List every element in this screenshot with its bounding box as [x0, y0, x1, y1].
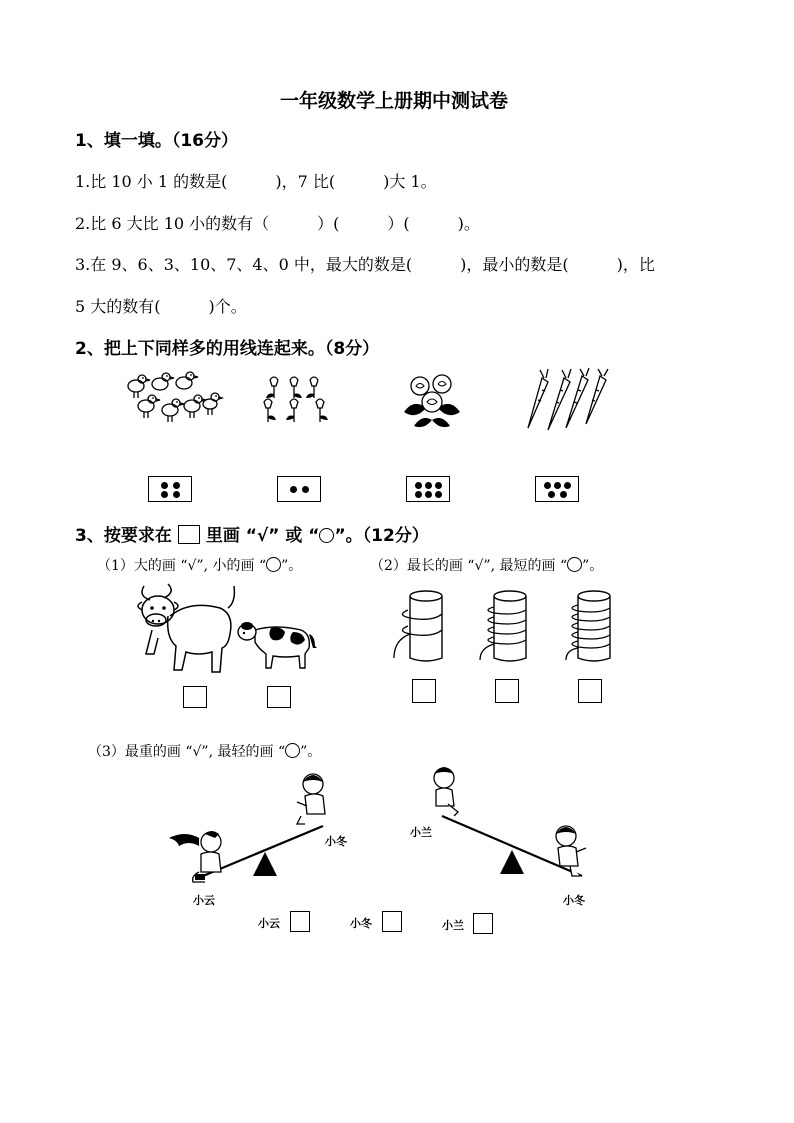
dot — [173, 482, 180, 489]
cylinder-with-rope-1 — [392, 586, 452, 666]
dot — [554, 482, 561, 489]
dot — [415, 482, 422, 489]
answer-label-xiaolan: 小兰 — [442, 919, 464, 932]
page-title: 一年级数学上册期中测试卷 — [280, 90, 509, 112]
dot — [425, 482, 432, 489]
q1-line-3: 3.在 9、6、3、10、7、4、0 中，最大的数是( )，最小的数是( )，比 — [75, 255, 655, 274]
dot-box-6 — [406, 476, 450, 502]
q3-heading-pre: 3、按要求在 — [75, 526, 172, 546]
q3-part2-instruction — [370, 555, 603, 575]
answer-box-rope-2[interactable] — [495, 679, 519, 703]
circle-icon — [285, 743, 300, 758]
dot — [564, 482, 571, 489]
dot-box-5 — [535, 476, 579, 502]
dot — [302, 486, 309, 493]
dot-box-4 — [148, 476, 192, 502]
q1-line-1: 1.比 10 小 1 的数是( )，7 比( )大 1。 — [75, 172, 437, 191]
q3-part1-instruction — [97, 555, 302, 575]
dot — [161, 491, 168, 498]
bull-picture — [134, 580, 238, 678]
name-right-high: 小兰 — [410, 826, 432, 839]
q1-heading: 1、填一填。（16分） — [75, 131, 238, 151]
p1-post: ”。 — [281, 558, 303, 574]
q3-heading — [75, 521, 429, 546]
answer-box-rope-3[interactable] — [578, 679, 602, 703]
dot — [161, 482, 168, 489]
answer-label-xiaodong: 小冬 — [350, 917, 372, 930]
answer-box-xiaolan[interactable] — [473, 913, 493, 934]
roses-picture — [400, 372, 464, 428]
q1-line-2: 2.比 6 大比 10 小的数有（ ）( ）( )。 — [75, 214, 480, 233]
p3-post: ”。 — [300, 744, 322, 760]
dot — [173, 491, 180, 498]
tulips-picture — [262, 374, 332, 426]
dot — [425, 491, 432, 498]
name-right-low: 小冬 — [563, 894, 585, 907]
q1-line-4: 5 大的数有( )个。 — [75, 297, 247, 316]
dot — [290, 486, 297, 493]
dot-box-2 — [277, 476, 321, 502]
dot — [544, 482, 551, 489]
q3-heading-mid: 里画 “√” 或 “ — [205, 526, 320, 546]
dot — [435, 491, 442, 498]
answer-box-icon — [178, 525, 200, 544]
q3-part3-instruction — [88, 741, 321, 761]
dot — [415, 491, 422, 498]
name-left-high: 小冬 — [325, 835, 347, 848]
answer-label-xiaoyun: 小云 — [258, 917, 280, 930]
p2-pre: （2）最长的画 “√”, 最短的画 “ — [370, 558, 568, 574]
cow-picture — [237, 618, 317, 670]
dot — [560, 491, 567, 498]
seesaw-left — [165, 764, 335, 888]
name-left-low: 小云 — [193, 894, 215, 907]
dot — [435, 482, 442, 489]
p3-pre: （3）最重的画 “√”, 最轻的画 “ — [88, 744, 286, 760]
p2-post: ”。 — [582, 558, 604, 574]
answer-box-bull[interactable] — [183, 686, 207, 708]
answer-box-xiaoyun[interactable] — [290, 911, 310, 932]
circle-icon — [319, 528, 334, 543]
cylinder-with-rope-3 — [560, 586, 620, 666]
seesaw-right — [418, 764, 598, 888]
carrots-picture — [520, 368, 612, 432]
q2-heading: 2、把上下同样多的用线连起来。（8分） — [75, 339, 380, 359]
answer-box-cow[interactable] — [267, 686, 291, 708]
dot — [548, 491, 555, 498]
circle-icon — [266, 557, 281, 572]
cylinder-with-rope-2 — [476, 586, 536, 666]
p1-pre: （1）大的画 “√”, 小的画 “ — [97, 558, 267, 574]
answer-box-xiaodong[interactable] — [382, 911, 402, 932]
answer-box-rope-1[interactable] — [412, 679, 436, 703]
chicks-picture — [122, 368, 222, 428]
q3-heading-post: ”。（12分） — [334, 526, 429, 546]
circle-icon — [567, 557, 582, 572]
